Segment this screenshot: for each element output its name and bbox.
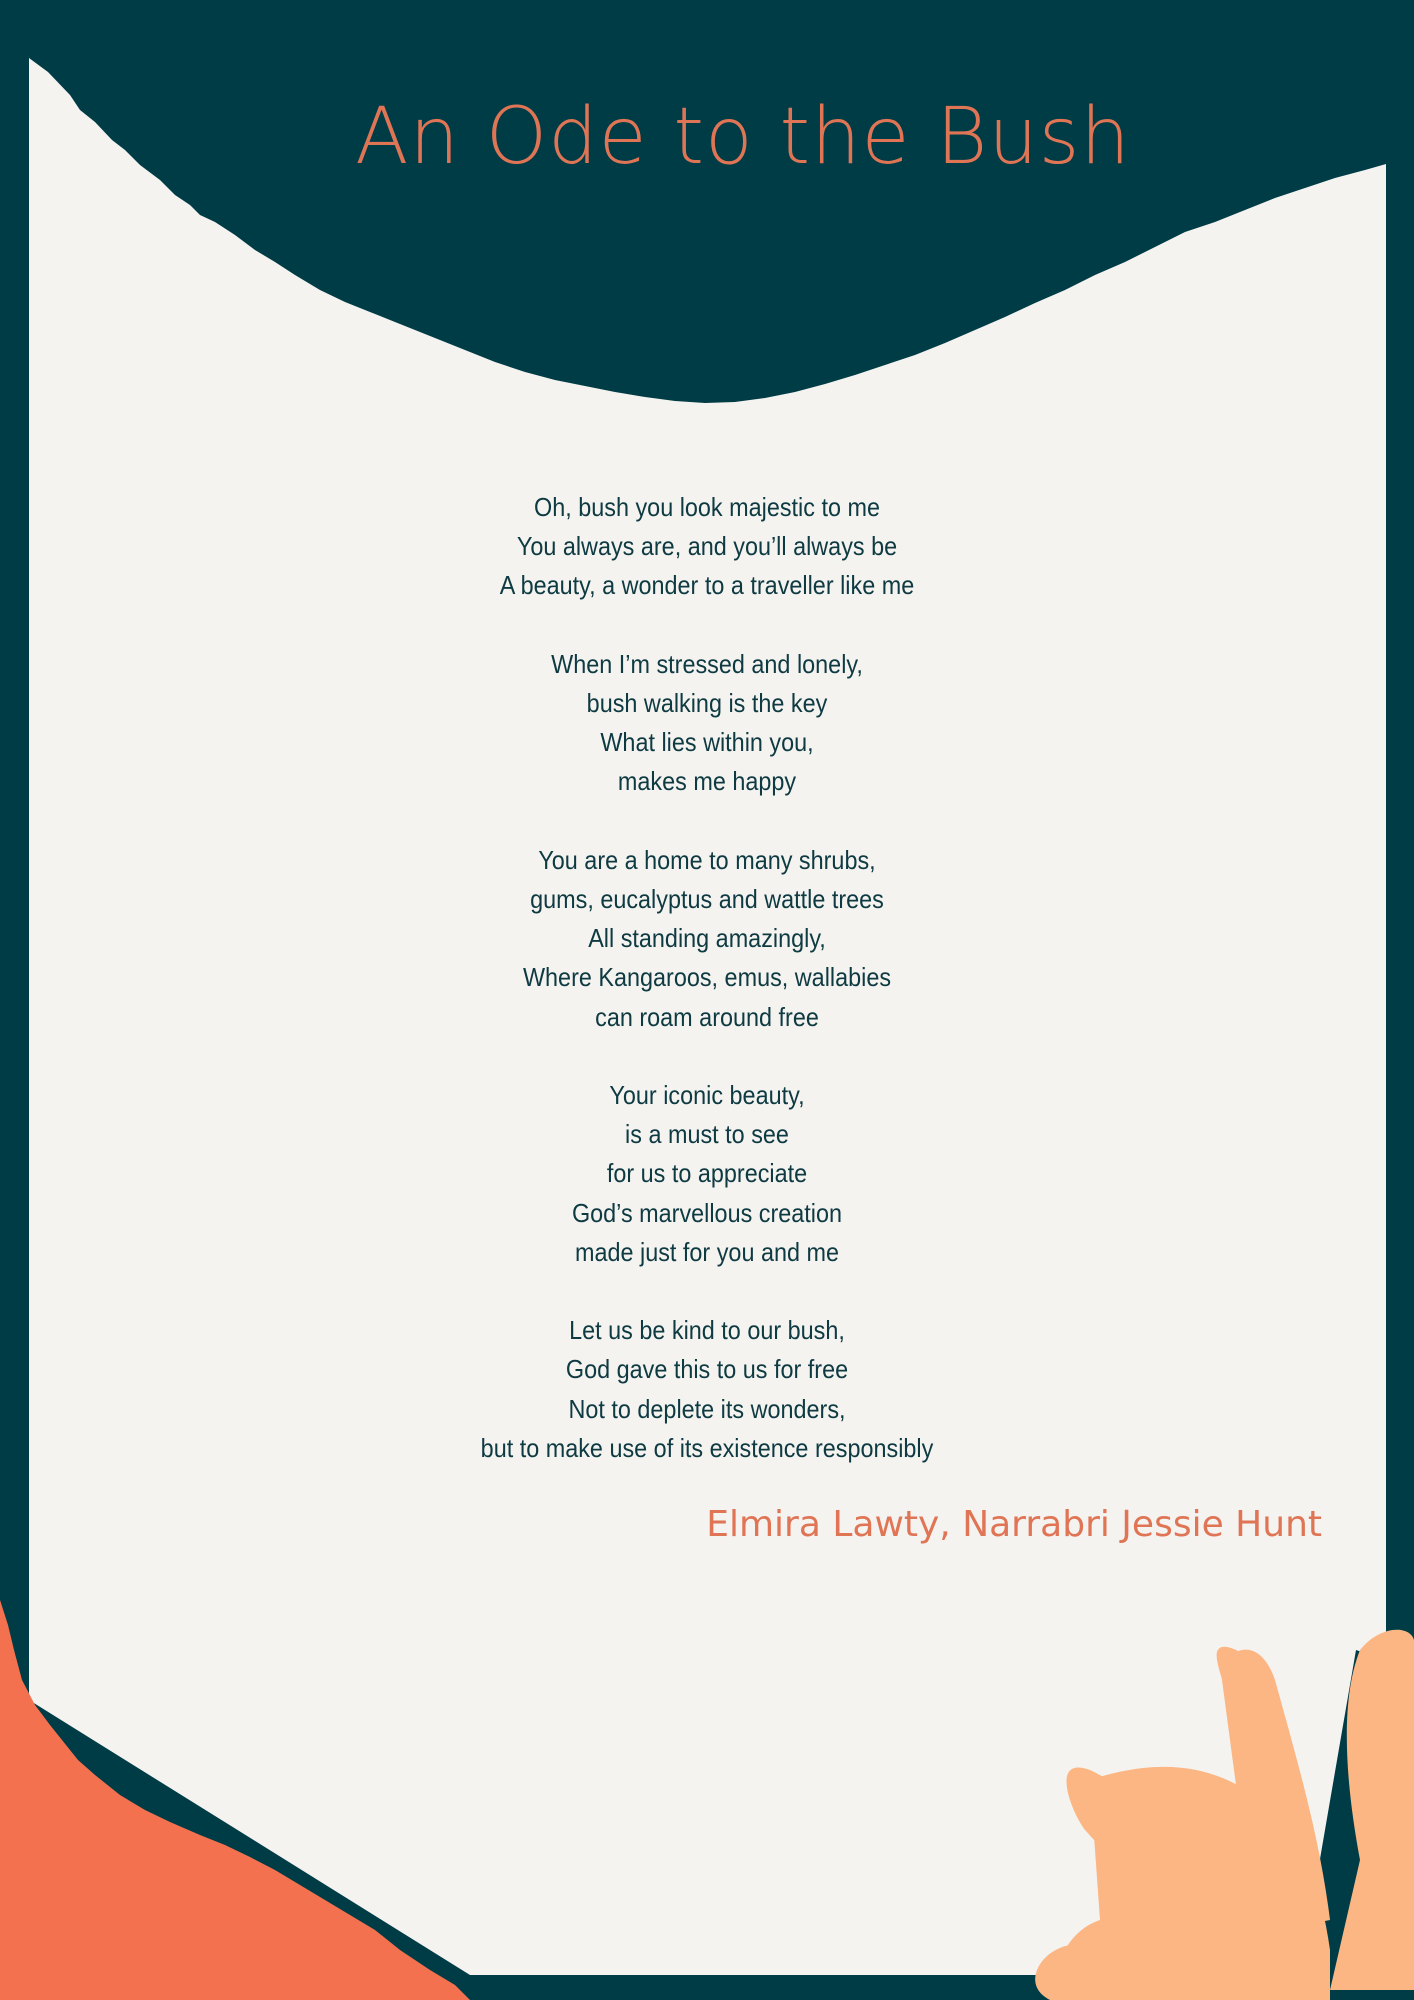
poem-line: God gave this to us for free bbox=[565, 1354, 849, 1385]
poem-line: You are a home to many shrubs, bbox=[538, 844, 876, 875]
poem-line: You always are, and you’ll always be bbox=[516, 531, 898, 562]
poem-line: What lies within you, bbox=[600, 727, 814, 758]
poem-line: made just for you and me bbox=[574, 1236, 840, 1267]
poem-line: gums, eucalyptus and wattle trees bbox=[530, 884, 884, 914]
poem-line: Your iconic beauty, bbox=[609, 1080, 805, 1110]
stanza-1 bbox=[347, 488, 1067, 606]
poem-line: for us to appreciate bbox=[606, 1158, 808, 1189]
poem-line: can roam around free bbox=[595, 1001, 819, 1032]
stanza-3 bbox=[347, 841, 1067, 1037]
poem-line: When I’m stressed and lonely, bbox=[551, 648, 863, 679]
poem-line: A beauty, a wonder to a traveller like me bbox=[499, 570, 915, 601]
poem-title: An Ode to the Bush bbox=[355, 92, 1131, 182]
poem-line: Not to deplete its wonders, bbox=[568, 1393, 846, 1424]
poem-author: Elmira Lawty, Narrabri Jessie Hunt bbox=[706, 1504, 1322, 1545]
poem-line: Oh, bush you look majestic to me bbox=[534, 492, 880, 522]
poem-line: All standing amazingly, bbox=[588, 923, 826, 954]
poem-line: bush walking is the key bbox=[586, 688, 828, 718]
poem-line: but to make use of its existence responsibly bbox=[480, 1432, 934, 1463]
stanza-4 bbox=[347, 1076, 1067, 1272]
poem-line: Where Kangaroos, emus, wallabies bbox=[522, 962, 892, 993]
stanza-5 bbox=[347, 1311, 1067, 1468]
poem-line: is a must to see bbox=[625, 1119, 789, 1150]
poem-body bbox=[347, 488, 1067, 1468]
poem-line: makes me happy bbox=[617, 766, 797, 797]
stanza-2 bbox=[347, 645, 1067, 802]
poem-line: God’s marvellous creation bbox=[571, 1197, 843, 1228]
poem-line: Let us be kind to our bush, bbox=[569, 1315, 845, 1346]
